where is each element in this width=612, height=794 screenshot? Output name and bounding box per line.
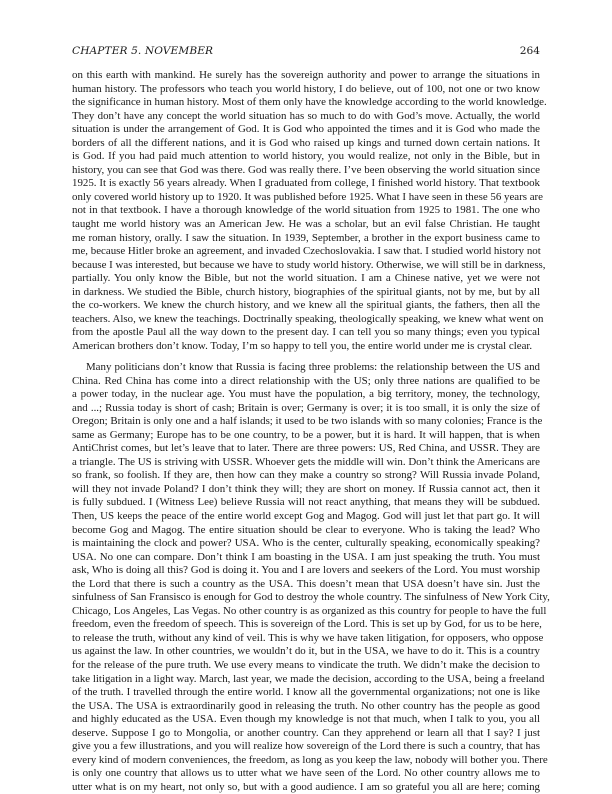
text-line: and highly educated as the USA. Even though my knowledge is not that much, when I talk to you, you all <box>72 713 540 726</box>
text-line: China. Red China has come into a direct relationship with the US; only three nations are qualified to be <box>72 374 540 387</box>
text-line: is God. If you had paid much attention to world history, you would realize, not only in the Bible, but in <box>72 150 540 163</box>
text-line: of the truth. I travelled through the entire world. I know all the governmental organizations; not one is like <box>72 686 540 699</box>
running-header <box>72 44 540 58</box>
text-line: for the release of the pure truth. We use every means to vindicate the truth. We didn’t make the decision to <box>72 659 540 672</box>
text-line: sinfulness of San Fransisco is enough for God to destroy the whole country. The sinfulness of New York City, <box>72 591 550 604</box>
text-line: me roman history, orally. I saw the situation. In 1939, September, a brother in the export business came to <box>72 231 540 244</box>
text-line: Many politicians don’t know that Russia is facing three problems: the relationship between the US and <box>86 360 540 373</box>
text-line: a power today, in the nuclear age. You must have the population, a big territory, money, the technology, <box>72 388 540 401</box>
paragraph <box>72 69 547 353</box>
text-line: me, because Hitler broke an agreement, and invaded Czechoslovakia. I saw that. I studied world history not <box>72 245 541 258</box>
text-line: become Gog and Magog. The entire situation should be clear to everyone. Who is taking the lead? Who <box>72 523 540 536</box>
text-line: the Lord that there is such a country as the USA. This doesn’t mean that USA doesn’t have sin. Just the <box>72 577 540 590</box>
text-line: Chicago, Los Angeles, Las Vegas. No other country is as organized as this country for people to have the full <box>72 604 547 617</box>
text-line: is only one country that allows us to utter what we have seen of the Lord. No other country allows me to <box>72 767 540 780</box>
text-line: same as Germany; Europe has to be one country, to be a power, but it is hard. It will happen, that is when <box>72 428 540 441</box>
text-line: AntiChrist comes, but let’s leave that to later. There are three powers: US, Red China, and USSR. They are <box>72 442 540 455</box>
text-line: situation is under the arrangement of God. It is God who appointed the times and it is God who made the <box>72 123 540 136</box>
text-line: Oregon; Britain is only one and a half islands; it used to be two islands with so many colonies; France is the <box>72 415 543 428</box>
text-line: is maintaining the clock and power? USA. Who is the center, culturally speaking, economically speaking? <box>72 537 540 550</box>
text-line: ask, Who is doing all this? God is doing it. You and I are lovers and seekers of the Lord. You must worship <box>72 564 540 577</box>
text-line: to release the truth, without any kind of veil. This is why we have taken litigation, for opposers, who oppose <box>72 631 544 644</box>
text-line: a triangle. The US is striving with USSR. Whoever gets the middle will win. Don’t think the Americans are <box>72 455 540 468</box>
text-line: borders of all the different nations, and it is God who raised up kings and turned down certain nations. It <box>72 136 540 149</box>
text-line: from the apostle Paul all the way down to the present day. I can tell you so many things; even you typical <box>72 326 540 339</box>
text-line: will they not invade Poland? I don’t think they will; they are short on money. If Russia cannot act, then it <box>72 482 540 495</box>
text-line: the co-workers. We knew the church history, and we knew all the spiritual giants, the fathers, then all the <box>72 299 540 312</box>
text-line: give you a few illustrations, and you will realize how sovereign of the Lord there is such a country, that has <box>72 740 540 753</box>
text-line: teachers. Also, we knew the teachings. Doctrinally speaking, theologically speaking, we knew what went on <box>72 312 544 325</box>
body-text <box>72 69 550 794</box>
text-line: USA. No one can compare. Don’t think I am boasting in the USA. I am just speaking the truth. You must <box>72 550 540 563</box>
text-line: utter what is on my heart, not only so, but with a good audience. I am so grateful you all are here; coming <box>72 780 540 793</box>
text-line: take litigation in a light way. March, last year, we made the decision, according to the USA, being a freeland <box>72 672 545 685</box>
chapter-title: CHAPTER 5. NOVEMBER <box>72 45 214 57</box>
text-line: every kind of modern conveniences, the freedom, as long as you keep the law, nobody will bother you. There <box>72 753 548 766</box>
text-line: not in that textbook. I have a thorough knowledge of the world situation from 1925 to 1981. The one who <box>72 204 540 217</box>
text-line: is fully subdued. I (Witness Lee) believe Russia will not react anything, that means they will be subdued. <box>72 496 540 509</box>
text-line: history, you can see that God was there. God was really there. I’ve been observing the world situation since <box>72 163 540 176</box>
text-line: us against the law. In other countries, we wouldn’t do it, but in the USA, we have to do it. This is a country <box>72 645 540 658</box>
text-line: human history. The professors who teach you world history, I do believe, out of 100, not one or two know <box>72 82 540 95</box>
text-line: Then, US keeps the peace of the entire world except Gog and Magog. God will just let that part go. It will <box>72 510 540 522</box>
text-line: in darkness. We studied the Bible, church history, biographies of the spiritual giants, not by me, but by all <box>72 285 540 298</box>
text-line: deserve. Suppose I go to Mongolia, or another country. Can they apprehend or learn all that I say? I just <box>72 726 540 739</box>
text-line: partially. You only know the Bible, but not the world situation. I am a Chinese native, yet we were not <box>72 272 540 285</box>
text-line: the significance in human history. Most of them only have the knowledge according to the world knowledge. <box>72 96 547 109</box>
paragraph <box>72 360 550 794</box>
text-line: on this earth with mankind. He surely has the sovereign authority and power to arrange the situations in <box>72 69 540 81</box>
text-line: 1925. It is exactly 56 years already. When I graduated from college, I finished world history. That textbook <box>72 177 540 190</box>
text-line: because I was interested, but because we have to study world history. Otherwise, we will still be in darkness, <box>72 258 546 271</box>
page-number: 264 <box>519 45 540 57</box>
text-line: the USA. The USA is extraordinarily good in releasing the truth. No other country has the people as good <box>72 699 540 712</box>
text-line: only covered world history up to 1920. It was published before 1925. What I have seen in these 56 years are <box>72 190 543 203</box>
text-line: They don’t have any concept the world situation has so much to do with God’s move. Actually, the world <box>72 109 540 122</box>
text-line: taught me world history was an American Jew. He was a scholar, but an evil false Christian. He taught <box>72 218 540 231</box>
text-line: freedom, even the freedom of speech. This is sovereign of the Lord. This is set up by God, for us to be here, <box>72 618 542 631</box>
text-line: so frank, so foolish. If they are, then how can they make a country so strong? Will Russia invade Poland, <box>72 469 540 482</box>
text-line: American brothers don’t know. Today, I’m so happy to tell you, the entire world under me is crystal clear. <box>72 339 533 352</box>
text-line: and ...; Russia today is short of cash; Britain is over; Germany is over; it is too small, it is only the size of <box>72 401 540 414</box>
